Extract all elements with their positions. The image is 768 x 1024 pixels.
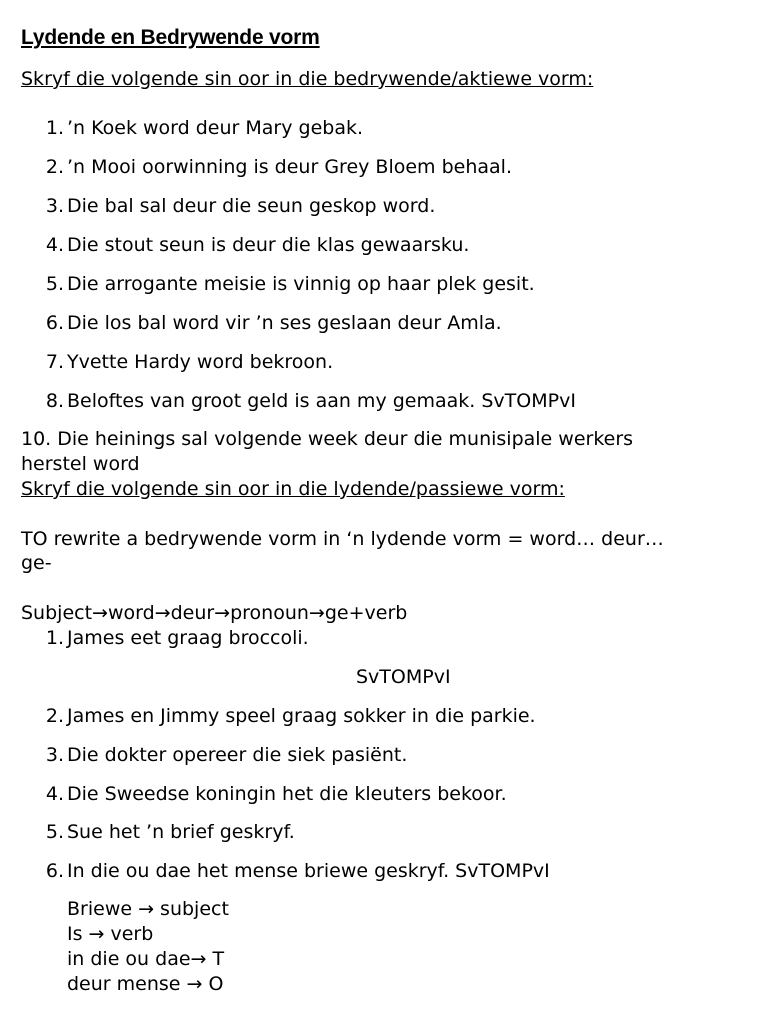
formula: Subject→word→deur→pronoun→ge+verb — [21, 602, 408, 624]
item-number: 3. — [45, 195, 64, 217]
item-number: 3. — [45, 744, 64, 766]
svtompvi-label: SvTOMPvI — [356, 666, 451, 688]
item-text: ’n Koek word deur Mary gebak. — [67, 117, 364, 139]
analysis-line: Briewe → subject — [67, 898, 229, 920]
instruction-active: Skryf die volgende sin oor in die bedrywende/aktiewe vorm: — [21, 68, 594, 90]
item-text: Die los bal word vir ’n ses geslaan deur Amla. — [67, 312, 502, 334]
item-text: Die bal sal deur die seun geskop word. — [67, 195, 436, 217]
item-text: James eet graag broccoli. — [67, 627, 309, 649]
item-text: In die ou dae het mense briewe geskryf. SvTOMPvI — [67, 860, 550, 882]
rule-line-2: ge- — [21, 552, 52, 574]
item-number: 6. — [45, 860, 64, 882]
item-text: Yvette Hardy word bekroon. — [67, 351, 334, 373]
rule-line-1: TO rewrite a bedrywende vorm in ‘n lydende vorm = word… deur… — [21, 528, 664, 550]
item-number: 5. — [45, 273, 64, 295]
item-text: Die stout seun is deur die klas gewaarsku. — [67, 234, 470, 256]
analysis-line: Is → verb — [67, 923, 154, 945]
analysis-line: in die ou dae→ T — [67, 948, 225, 970]
item-number: 7. — [45, 351, 64, 373]
item-text: James en Jimmy speel graag sokker in die parkie. — [67, 705, 536, 727]
item-text: Die Sweedse koningin het die kleuters bekoor. — [67, 783, 507, 805]
item-number: 1. — [45, 117, 64, 139]
item-number: 5. — [45, 821, 64, 843]
item-number: 6. — [45, 312, 64, 334]
item-text: Die arrogante meisie is vinnig op haar plek gesit. — [67, 273, 535, 295]
instruction-passive: Skryf die volgende sin oor in die lydende/passiewe vorm: — [21, 478, 565, 500]
analysis-block — [67, 897, 229, 997]
item-number: 8. — [45, 390, 64, 412]
item-text: Beloftes van groot geld is aan my gemaak. SvTOMPvI — [67, 390, 576, 412]
worksheet-title: Lydende en Bedrywende vorm — [21, 26, 320, 49]
item-10-line-1: 10. Die heinings sal volgende week deur die munisipale werkers — [21, 428, 634, 450]
item-number: 2. — [45, 705, 64, 727]
item-number: 4. — [45, 234, 64, 256]
item-text: Die dokter opereer die siek pasiënt. — [67, 744, 408, 766]
item-10-line-2: herstel word — [21, 453, 140, 475]
analysis-line: deur mense → O — [67, 973, 224, 995]
item-number: 2. — [45, 156, 64, 178]
item-number: 1. — [45, 627, 64, 649]
item-number: 4. — [45, 783, 64, 805]
item-text: Sue het ’n brief geskryf. — [67, 821, 295, 843]
item-text: ’n Mooi oorwinning is deur Grey Bloem behaal. — [67, 156, 512, 178]
